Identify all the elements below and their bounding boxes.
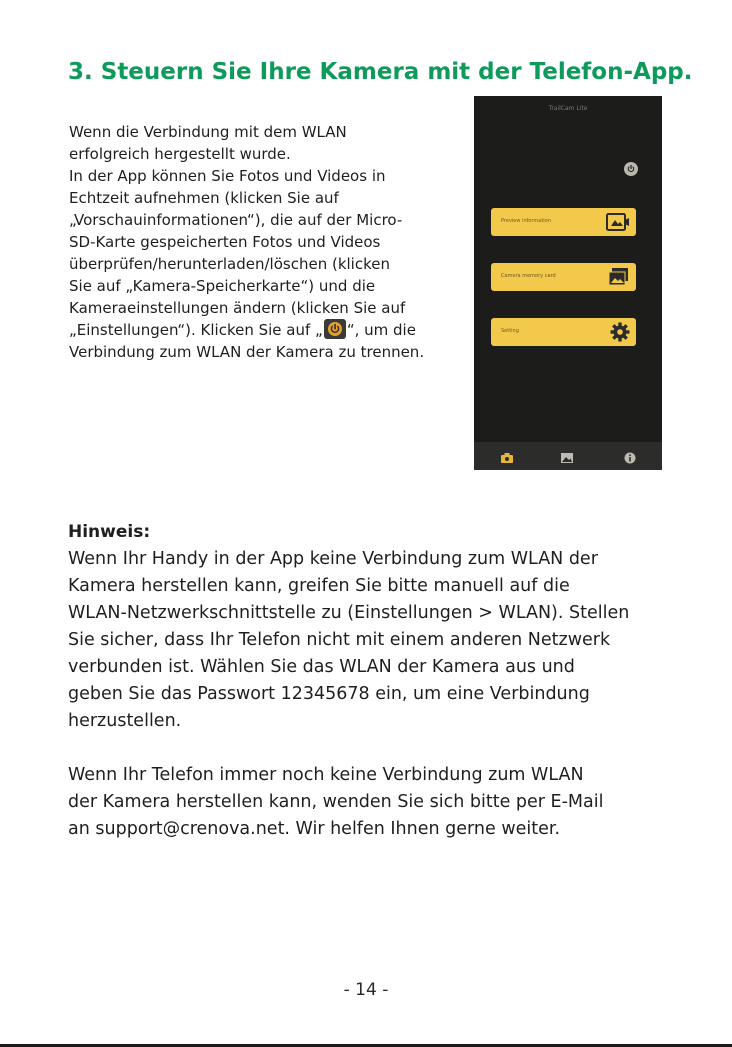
gallery-tab-icon[interactable] [560, 449, 574, 468]
section-title: 3. Steuern Sie Ihre Kamera mit der Telefon-App. [68, 59, 693, 85]
note-heading: Hinweis: [68, 522, 151, 542]
app-title: TrailCam Lite [548, 105, 588, 112]
power-icon[interactable] [624, 162, 638, 176]
setting-button[interactable] [491, 318, 636, 346]
note-line: WLAN-Netzwerkschnittstelle zu (Einstellungen > WLAN). Stellen [68, 603, 630, 623]
note-line: Kamera herstellen kann, greifen Sie bitte manuell auf die [68, 576, 570, 596]
gallery-icon [608, 267, 630, 291]
power-icon [324, 319, 346, 339]
note-line: an support@crenova.net. Wir helfen Ihnen gerne weiter. [68, 819, 561, 839]
intro-line: SD-Karte gespeicherten Fotos und Videos [69, 233, 381, 251]
intro-line: Kameraeinstellungen ändern (klicken Sie auf [69, 299, 406, 317]
note-text [68, 546, 688, 843]
note-line: geben Sie das Passwort 12345678 ein, um eine Verbindung [68, 684, 590, 704]
intro-line: überprüfen/herunterladen/löschen (klicken [69, 255, 390, 273]
note-line: der Kamera herstellen kann, wenden Sie sich bitte per E-Mail [68, 792, 604, 812]
button-label: Camera memory card [501, 273, 556, 279]
camera-tab-icon[interactable] [500, 449, 514, 468]
page-number: - 14 - [343, 980, 389, 1000]
phone-app-screenshot [474, 96, 662, 470]
intro-line: In der App können Sie Fotos und Videos in [69, 167, 386, 185]
intro-line: Wenn die Verbindung mit dem WLAN [69, 123, 347, 141]
bottom-tab-bar [474, 442, 662, 470]
camera-memory-card-button[interactable] [491, 263, 636, 291]
note-line: verbunden ist. Wählen Sie das WLAN der Kamera aus und [68, 657, 575, 677]
intro-line: erfolgreich hergestellt wurde. [69, 145, 291, 163]
intro-line-part: “, um die [346, 321, 416, 339]
info-tab-icon[interactable] [624, 449, 636, 468]
note-line: Sie sicher, dass Ihr Telefon nicht mit einem anderen Netzwerk [68, 630, 611, 650]
intro-line-part: „Einstellungen“). Klicken Sie auf „ [69, 321, 323, 339]
paragraph-gap [68, 735, 688, 762]
intro-paragraph [69, 121, 473, 363]
gear-icon [610, 322, 630, 346]
intro-line: Verbindung zum WLAN der Kamera zu trennen. [69, 343, 425, 361]
button-label: Preview information [501, 218, 551, 224]
intro-line: Sie auf „Kamera-Speicherkarte“) und die [69, 277, 376, 295]
intro-line: „Vorschauinformationen“), die auf der Micro- [69, 211, 403, 229]
note-line: Wenn Ihr Handy in der App keine Verbindung zum WLAN der [68, 549, 598, 569]
note-line: Wenn Ihr Telefon immer noch keine Verbindung zum WLAN [68, 765, 584, 785]
preview-icon [606, 212, 630, 236]
intro-line: Echtzeit aufnehmen (klicken Sie auf [69, 189, 339, 207]
intro-line-power [69, 319, 473, 341]
preview-information-button[interactable] [491, 208, 636, 236]
note-line: herzustellen. [68, 711, 182, 731]
button-label: Setting [501, 328, 519, 334]
